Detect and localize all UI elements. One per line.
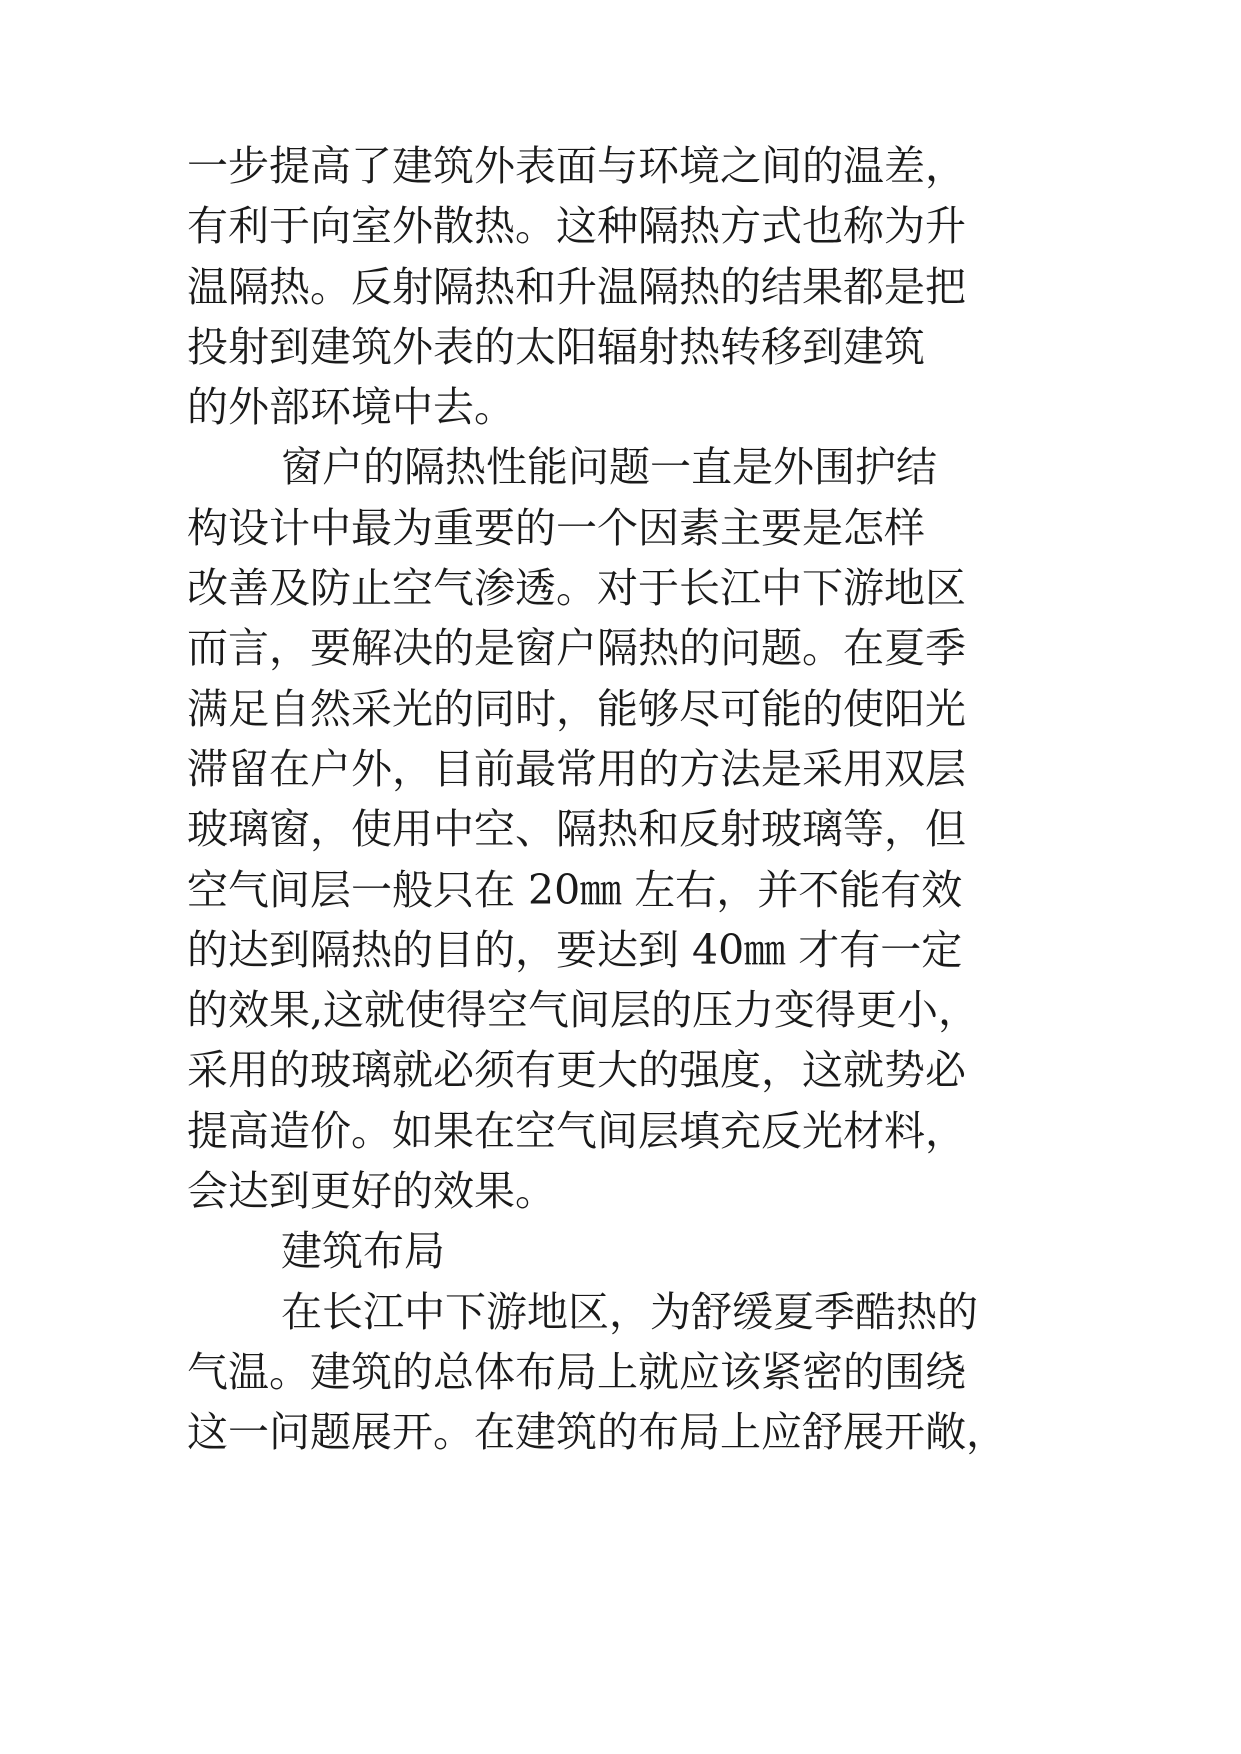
paragraph-first-line: 在长江中下游地区，为舒缓夏季酷热的 xyxy=(281,1287,978,1336)
text-line: 有利于向室外散热。这种隔热方式也称为升 xyxy=(187,202,966,251)
text-line: 投射到建筑外表的太阳辐射热转移到建筑 xyxy=(187,322,925,371)
text-line: 的效果,这就使得空气间层的压力变得更小， xyxy=(187,986,980,1035)
text-line: 滞留在户外，目前最常用的方法是采用双层 xyxy=(187,744,966,793)
text-line: 满足自然采光的同时，能够尽可能的使阳光 xyxy=(187,684,966,733)
text-line: 气温。建筑的总体布局上就应该紧密的围绕 xyxy=(187,1347,966,1396)
text-line: 这一问题展开。在建筑的布局上应舒展开敞， xyxy=(187,1408,1007,1457)
text-line: 玻璃窗，使用中空、隔热和反射玻璃等，但 xyxy=(187,805,966,854)
text-line: 会达到更好的效果。 xyxy=(187,1167,556,1216)
text-line: 一步提高了建筑外表面与环境之间的温差， xyxy=(187,142,966,190)
text-line: 的外部环境中去。 xyxy=(187,383,515,432)
paragraph-first-line: 窗户的隔热性能问题一直是外围护结 xyxy=(281,443,937,492)
text-line: 提高造价。如果在空气间层填充反光材料， xyxy=(187,1106,966,1155)
section-heading: 建筑布局 xyxy=(281,1227,445,1276)
text-line: 构设计中最为重要的一个因素主要是怎样 xyxy=(187,503,925,552)
text-line: 的达到隔热的目的，要达到 40㎜ 才有一定 xyxy=(187,925,963,974)
body-text xyxy=(187,136,1067,1463)
text-line: 空气间层一般只在 20㎜ 左右，并不能有效 xyxy=(187,865,963,914)
text-line: 采用的玻璃就必须有更大的强度，这就势必 xyxy=(187,1046,966,1095)
text-line: 改善及防止空气渗透。对于长江中下游地区 xyxy=(187,564,966,613)
text-line: 温隔热。反射隔热和升温隔热的结果都是把 xyxy=(187,262,966,311)
text-line: 而言，要解决的是窗户隔热的问题。在夏季 xyxy=(187,624,966,673)
